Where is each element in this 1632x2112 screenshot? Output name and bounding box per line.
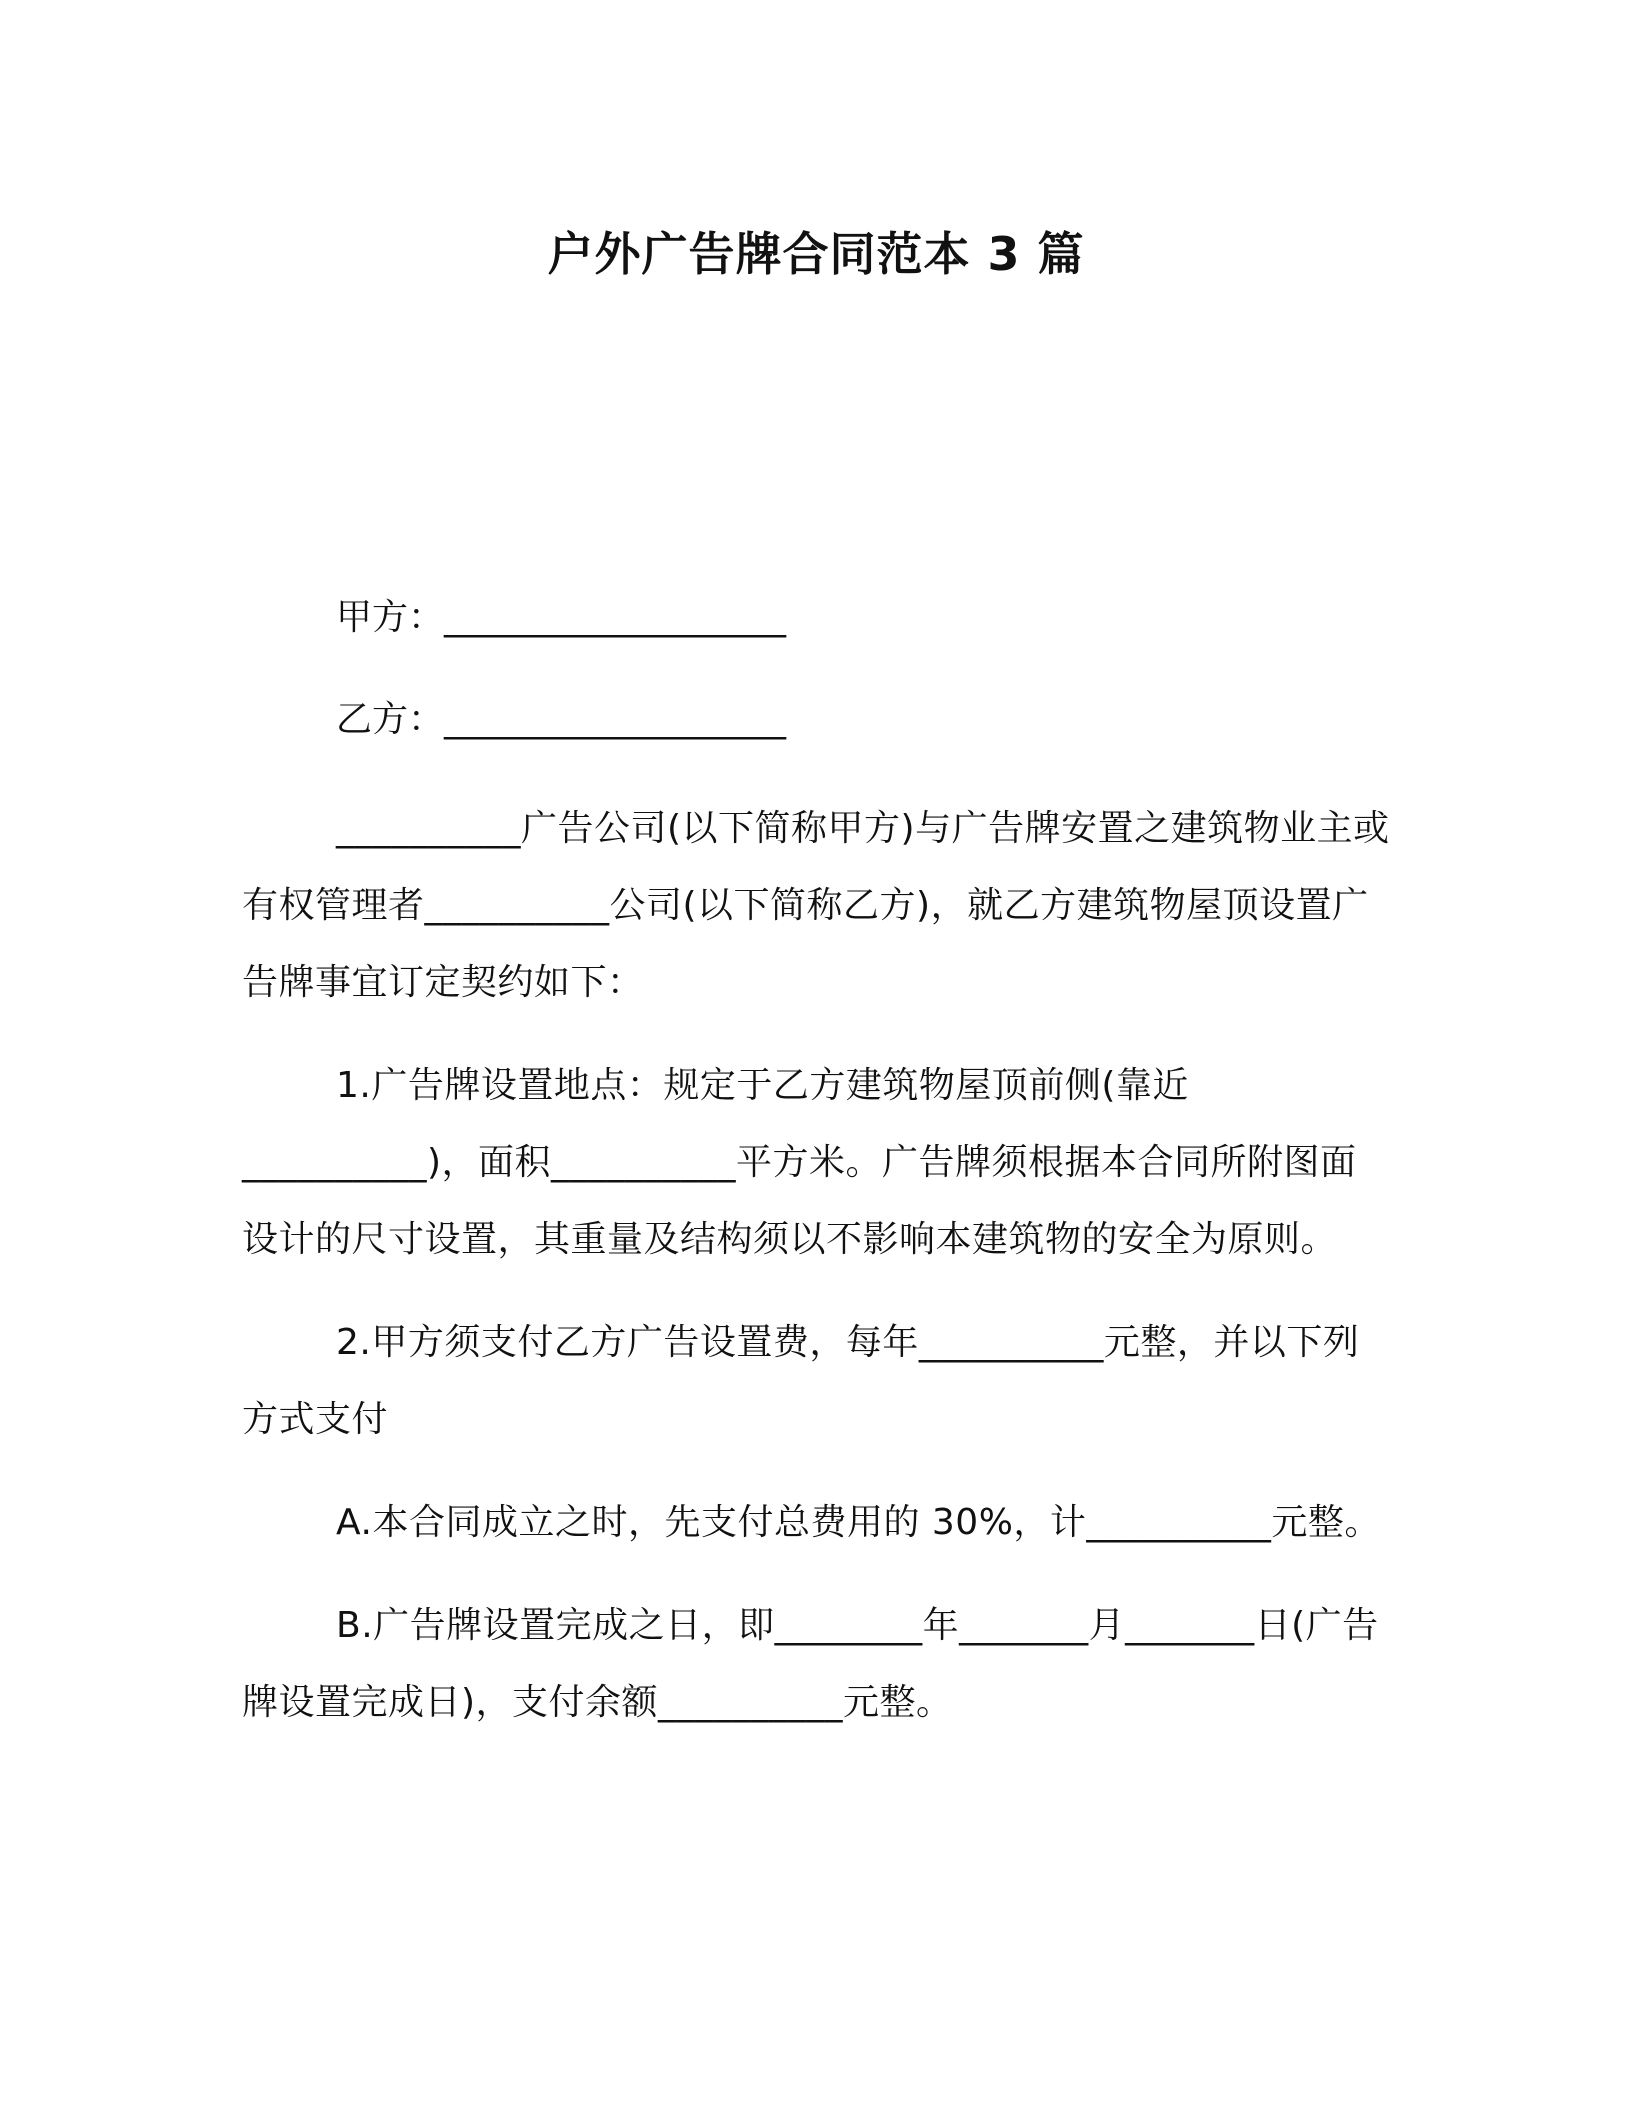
document-title: 户外广告牌合同范本 3 篇 xyxy=(547,227,1085,281)
party-b-line: 乙方：___________________ xyxy=(336,699,787,740)
clause-2-paragraph: 2.甲方须支付乙方广告设置费，每年__________元整，并以下列方式支付 xyxy=(242,1322,1360,1440)
clause-b-paragraph: B.广告牌设置完成之日，即________年_______月_______日(广告牌设置完成日)，支付余额__________元整。 xyxy=(242,1605,1379,1723)
clause-a-paragraph: A.本合同成立之时，先支付总费用的 30%，计__________元整。 xyxy=(336,1502,1381,1543)
intro-paragraph: __________广告公司(以下简称甲方)与广告牌安置之建筑物业主或有权管理者__________公司(以下简称乙方)，就乙方建筑物屋顶设置广告牌事宜订定契约如下： xyxy=(242,808,1390,1003)
clause-1-paragraph: 1.广告牌设置地点：规定于乙方建筑物屋顶前侧(靠近__________)，面积__________平方米。广告牌须根据本合同所附图面设计的尺寸设置，其重量及结构须以不影响本建筑物的安全为原则。 xyxy=(242,1065,1357,1260)
party-a-line: 甲方：___________________ xyxy=(336,597,787,638)
